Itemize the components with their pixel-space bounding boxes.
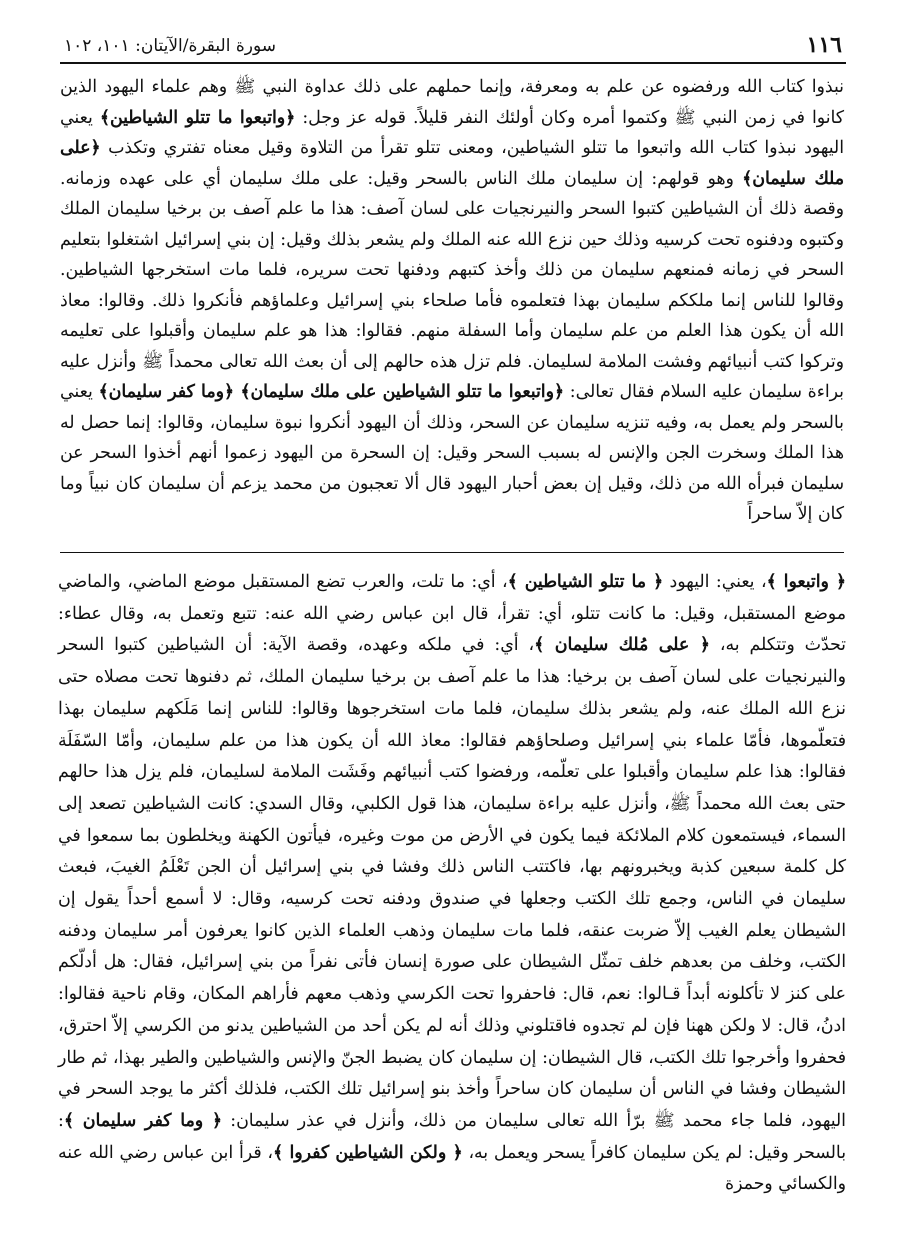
commentary-text-block bbox=[58, 567, 846, 1201]
text-run: : بالسحر وقيل: لم يكن سليمان كافراً يسحر ويعمل به، bbox=[58, 1110, 847, 1163]
quran-quote: ﴿ ما تتلو الشياطين ﴾ bbox=[507, 572, 664, 592]
quran-quote: ﴿واتبعوا ما تتلو الشياطين﴾ bbox=[99, 107, 296, 128]
footnote-separator bbox=[60, 552, 844, 553]
quran-quote: ﴿ وما كفر سليمان ﴾ bbox=[63, 1110, 222, 1131]
running-head: سورة البقرة/الآيتان: ١٠١، ١٠٢ bbox=[64, 36, 276, 56]
text-run: ، أي: ما تلت، والعرب تضع المستقبل موضع الماضي، والماضي موضع المستقبل، وقيل: ما كانت تتلو، أي: تقرأ، قال ابن عباس رضي الله عنه: تتبع وتعمل به، وقال عطاء: تحدّث وتتكلم به، bbox=[58, 572, 846, 656]
quran-quote: ﴿ ولكن الشياطين كفروا ﴾ bbox=[272, 1142, 463, 1163]
quran-quote: ﴿على ملك سليمان﴾ bbox=[60, 138, 845, 189]
quran-quote: ﴿واتبعوا ما تتلو الشياطين على ملك سليمان﴾ ﴿وما كفر سليمان﴾ bbox=[98, 382, 565, 402]
main-text-paragraph bbox=[60, 72, 844, 530]
commentary-paragraph bbox=[58, 567, 846, 1201]
text-run: ، قرأ ابن عباس رضي الله عنه والكسائي وحمزة bbox=[58, 1142, 846, 1195]
quran-quote: ﴿ على مُلك سليمان ﴾ bbox=[534, 635, 710, 656]
page-header bbox=[60, 28, 846, 64]
page-number: ١١٦ bbox=[806, 32, 842, 58]
text-run: يعني بالسحر ولم يعمل به، وفيه تنزيه سليمان عن السحر، وذلك أن اليهود أنكروا نبوة سليمان، وقالوا: إنما حصل له هذا الملك وسخرت الجن والإنس له بسبب السحر وقيل: إن السحرة من اليهود زعموا أنهم أخذوا السحر عن سليمان فبرأه الله من ذلك، وقيل إن بعض أحبار اليهود قال ألا تعجبون من محمد يزعم أن سليمان كان نبياً وما كان إلاّ ساحراً bbox=[60, 382, 844, 524]
text-run: نبذوا كتاب الله ورفضوه عن علم به ومعرفة، وإنما حملهم على ذلك عداوة النبي ﷺ وهم علماء اليهود الذين كانوا في زمن النبي ﷺ وكتموا أمره وكان أولئك النفر قليلاً. قوله عز وجل: bbox=[60, 77, 844, 128]
main-text-block bbox=[60, 72, 844, 530]
text-run: ، أي: في ملكه وعهده، وقصة الآية: أن الشياطين كتبوا السحر والنيرنجيات على لسان آصف بن برخيا: هذا ما علم آصف بن برخيا سليمان الملك، ثم دفنوها تحت مصلاه حتى نزع الله الملك عنه، ولم يشعر بذلك سليمان، فلما مات استخرجوها وقالوا: للناس إنما مَلَكهم سليمان بهذا فتعلّموها، فأمّا علماء بني إسرائيل وصلحاؤهم فقالوا: معاذ الله أن يكون هذا من علم سليمان، وأمّا السّفَلَة فقالوا: هذا علم سليمان وأقبلوا على تعلّمه، ورفضوا كتب أنبيائهم وفَشَت الملامة لسليمان، فلم يزل هذا حالهم حتى بعث الله محمداً ﷺ، وأنزل عليه براءة سليمان، هذا قول الكلبي، وقال السدي: كانت الشياطين تصعد إلى السماء، فيستمعون كلام الملائكة فيما يكون في الأرض من موت وغيره، فيأتون الكهنة ويخلطون بما سمعوا في كل كلمة سبعين كذبة ويخبرونهم بها، فاكتتب الناس ذلك وفشا في بني إسرائيل أن الجن تَعْلَمُ الغيبَ، فبعث سليمان في الناس، وجمع تلك الكتب وجعلها في صندوق ودفنه تحت كرسيه، وقال: لا أسمع أحداً يقول إن الشيطان يعلم الغيب إلاّ ضربت عنقه، فلما مات سليمان وذهب العلماء الذين كانوا يعرفون أمر سليمان ودفنه الكتب، وخلف من بعدهم خلف تمثّل الشيطان على صورة إنسان فأتى نفراً من بني إسرائيل، فقال: هل أدلّكم على كنز لا تأكلونه أبداً قـالوا: نعم، قال: فاحفروا تحت الكرسي وذهب معهم فأراهم المكان، وقام ناحية فقالوا: ادنُ، قال: لا ولكن ههنا فإن لم تجدوه فاقتلوني وذلك أنه لم يكن أحد من الشياطين يدنو من الكرسي إلاّ احترق، فحفروا وأخرجوا تلك الكتب، قال الشيطان: إن سليمان كان يضبط الجنّ والإنس والشياطين والطير بهذا، ثم طار الشيطان وفشا في الناس أن سليمان كان ساحراً وأخذ بنو إسرائيل تلك الكتب، فلذلك أكثر ما يوجد السحر في اليهود، فلما جاء محمد ﷺ برّأ الله تعالى سليمان من ذلك، وأنزل في عذر سليمان: bbox=[58, 635, 846, 1131]
text-run: وهو قولهم: إن سليمان ملك الناس بالسحر وقيل: على ملك سليمان أي على عهده وزمانه. وقصة ذلك أن الشياطين كتبوا السحر والنيرنجيات على لسان آصف: هذا ما علم آصف بن برخيا سليمان الملك وكتبوه ودفنوه تحت كرسيه وذلك حين نزع الله عنه الملك ولم يشعر بذلك وقيل: إن بني إسرائيل اشتغلوا بتعليم السحر في زمانه فمنعهم سليمان من ذلك وأخذ كتبهم ودفنها تحت سريره، فلما مات استخرجها الشياطين. وقالوا للناس إنما ملككم سليمان بهذا فتعلموه فأما صلحاء بني إسرائيل وعلماؤهم فأنكروا ذلك. وقالوا: معاذ الله أن يكون هذا العلم من علم سليمان وأما السفلة منهم. فقالوا: هذا هو علم سليمان وأقبلوا على تعليمه وتركوا كتب أنبيائهم وفشت الملامة لسليمان. فلم تزل هذه حالهم إلى أن بعث الله تعالى محمداً ﷺ وأنزل عليه براءة سليمان عليه السلام فقال تعالى: bbox=[60, 168, 844, 402]
quran-quote: ﴿ واتبعوا ﴾ bbox=[766, 572, 846, 592]
text-run: ، يعني: اليهود bbox=[663, 572, 767, 592]
text-run: يعني اليهود نبذوا كتاب الله واتبعوا ما تتلو الشياطين، ومعنى تتلو تقرأ من التلاوة وقيل معناه تفتري وتكذب bbox=[60, 107, 844, 158]
